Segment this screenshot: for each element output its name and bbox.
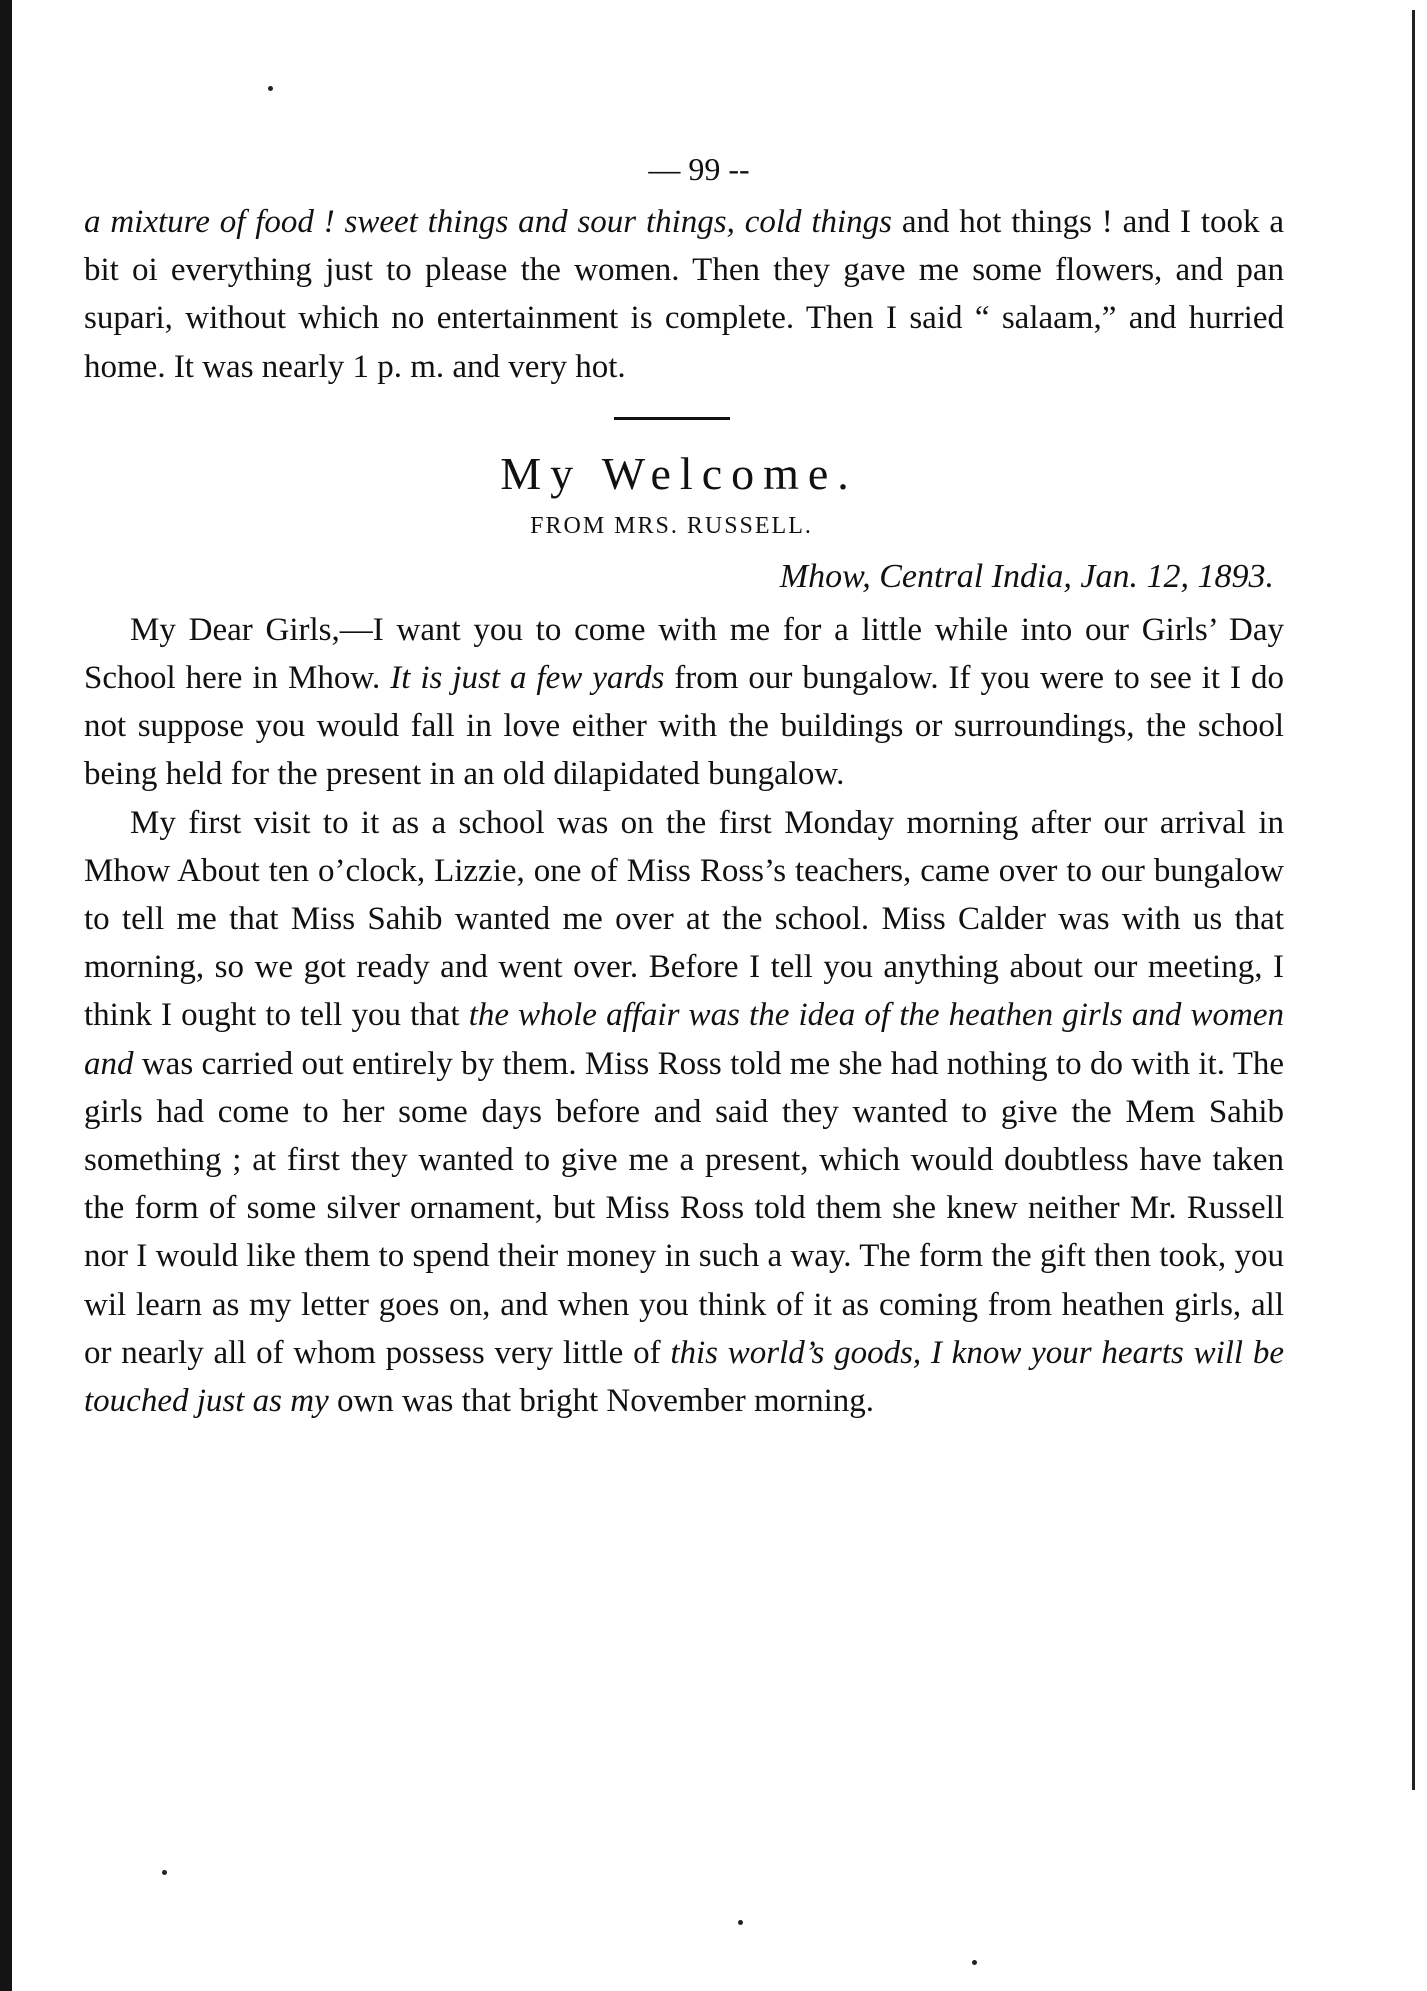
body-paragraph-2: [84, 799, 1284, 1426]
article-dateline: Mhow, Central India, Jan. 12, 1893.: [779, 557, 1274, 595]
paragraph-italic: this world’s goods, I know your hearts will be touched just as my: [84, 1334, 1284, 1420]
paragraph-text: My first visit to it as a school was on the first Monday morning after our arrival in Mhow About ten o’clock, Lizzie, one of Miss Ross’s teachers, came over to our bungalow to tell me that Miss Sahib wanted me over at the school. Miss Calder was with us that morning, so we got ready and went over. Before I tell you anything about our meeting, I think I ought to tell you that: [84, 804, 1284, 1034]
section-divider: [614, 417, 730, 420]
paragraph-text: was carried out entirely by them. Miss Ross told me she had nothing to do with it. The girls had come to her some days before and said they wanted to give the Mem Sahib something ; at first they wanted to give me a present, which would doubtless have taken the form of some silver ornament, but Miss Ross told them she knew neither Mr. Russell nor I would like them to spend their money in such a way. The form the gift then took, you wil learn as my letter goes on, and when you think of it as coming from heathen girls, all or nearly all of whom possess very little of: [84, 1045, 1284, 1371]
scan-right-edge: [1412, 10, 1415, 1790]
article-byline: FROM MRS. RUSSELL.: [530, 512, 813, 539]
scan-speck: [972, 1960, 977, 1965]
paragraph-italic: the whole affair was the idea of the heathen girls and women and: [84, 997, 1284, 1082]
continuation-paragraph: [84, 198, 1284, 391]
page-number: — 99 --: [648, 151, 750, 187]
body-paragraph-1: [84, 606, 1284, 799]
article-title: My Welcome.: [500, 447, 858, 499]
book-page: [84, 140, 1284, 1425]
paragraph-text: from our bungalow. If you were to see it I do not suppose you would fall in love either with the buildings or surroundings, the school being held for the present in an old dilapidated bungalow.: [84, 660, 1284, 793]
scan-left-edge: [0, 0, 12, 1991]
scan-speck: [162, 1870, 167, 1875]
continuation-italic: a mixture of food ! sweet things and sour things, cold things: [84, 204, 893, 240]
scan-speck: [738, 1920, 743, 1925]
continuation-text: and hot things ! and I took a bit oi everything just to please the women. Then they gave me some flowers, and pan supari, without which no entertainment is complete. Then I said “ salaam,” and hurried home. It was nearly 1 p. m. and very hot.: [84, 204, 1284, 385]
scan-speck: [268, 86, 273, 91]
paragraph-text: own was that bright November morning.: [328, 1383, 875, 1420]
paragraph-italic: It is just a few yards: [390, 660, 665, 697]
paragraph-text: My Dear Girls,—I want you to come with me for a little while into our Girls’ Day School here in Mhow.: [84, 611, 1284, 697]
